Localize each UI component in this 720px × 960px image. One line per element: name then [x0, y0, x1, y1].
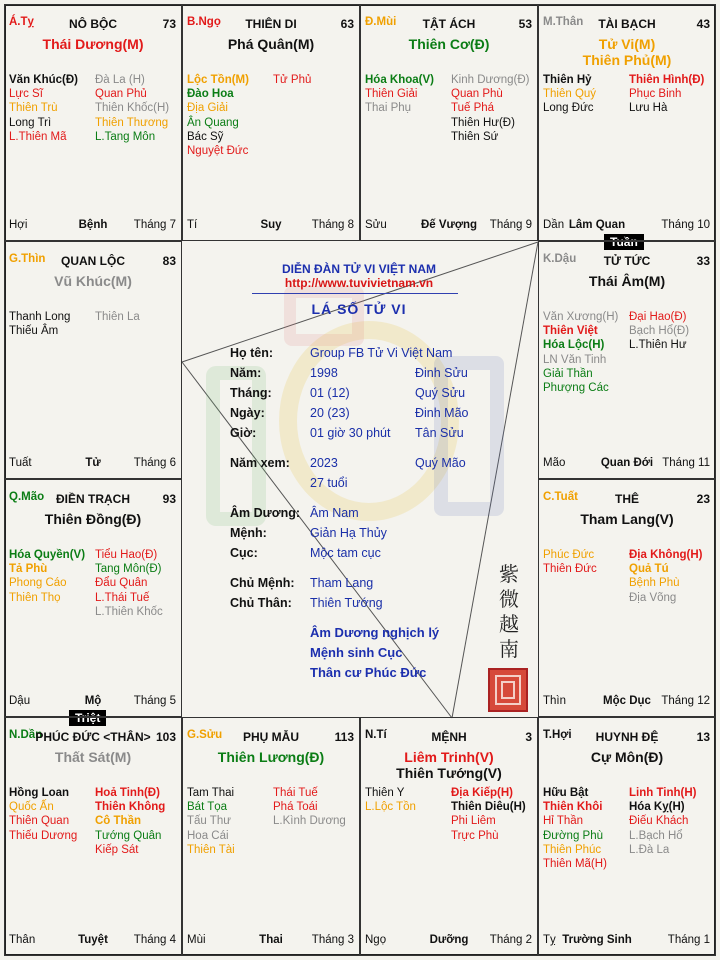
star-right: Địa Võng: [629, 591, 677, 604]
info-extra: Quý Sửu: [415, 386, 466, 400]
phase: Trường Sinh: [562, 934, 632, 946]
info-extra: Đinh Mão: [415, 406, 469, 420]
main-star: Tử Vi(M): [598, 36, 656, 52]
can-chi: T.Hợi: [543, 729, 572, 741]
star-right: Bạch Hổ(Đ): [629, 325, 690, 338]
palace-name: THIÊN DI: [245, 17, 297, 31]
star-left: Giải Thần: [543, 367, 593, 380]
palace-l3[interactable]: [4, 479, 182, 717]
info-label: Chủ Thân:: [230, 596, 292, 610]
star-right: Thiên Thương: [95, 116, 169, 129]
star-left: Tả Phù: [9, 563, 48, 576]
star-left: Thiên Tài: [187, 843, 235, 856]
phase: Quan Đới: [600, 457, 654, 469]
main-star: Phá Quân(M): [227, 36, 315, 52]
star-left: Thiên Thọ: [9, 591, 61, 604]
star-left: Thiếu Âm: [9, 325, 59, 338]
phase: Thai: [259, 934, 283, 946]
palace-age: 103: [155, 730, 176, 744]
info-value: Mộc tam cục: [310, 546, 381, 560]
month: Tháng 4: [133, 934, 176, 946]
star-right: Quan Phù: [451, 88, 503, 101]
phase: Đế Vượng: [420, 219, 478, 231]
note-2: Mệnh sinh Cục: [310, 645, 403, 660]
month: Tháng 6: [133, 457, 176, 469]
palace-name: ĐIỀN TRẠCH: [56, 492, 130, 506]
star-right: Lưu Hà: [629, 102, 668, 115]
star-left: Hồng Loan: [9, 787, 70, 799]
month: Tháng 9: [489, 219, 532, 231]
branch: Tuất: [9, 457, 32, 469]
palace-age: 23: [696, 492, 710, 506]
phase: Mộ: [84, 695, 102, 707]
star-left: Hữu Bật: [543, 787, 589, 799]
star-left: Lực Sĩ: [9, 88, 43, 101]
info-value: 1998: [310, 366, 338, 380]
star-left: Long Đức: [543, 102, 594, 115]
palace-age: 33: [696, 254, 710, 268]
red-seal: [488, 668, 528, 712]
palace-r3[interactable]: [538, 479, 716, 717]
star-right: Đẩu Quân: [95, 577, 148, 590]
main-star: Tham Lang(V): [580, 511, 674, 527]
note-3: Thân cư Phúc Đức: [310, 665, 427, 680]
star-right: Kiếp Sát: [95, 843, 139, 856]
can-chi: M.Thân: [543, 16, 584, 28]
star-right: Trực Phù: [451, 829, 499, 842]
info-value: 2023: [310, 456, 338, 470]
month: Tháng 10: [661, 219, 710, 231]
palace-br[interactable]: [538, 717, 716, 956]
branch: Sửu: [365, 219, 387, 231]
main-star: Cự Môn(Đ): [590, 749, 664, 765]
star-right: Quan Phủ: [95, 88, 147, 101]
star-right: L.Kình Dương: [273, 815, 346, 828]
month: Tháng 8: [311, 219, 354, 231]
palace-name: QUAN LỘC: [61, 254, 125, 268]
month: Tháng 1: [667, 934, 710, 946]
star-right: Tướng Quân: [95, 829, 162, 842]
star-left: Thiên Quý: [543, 88, 597, 101]
info-extra: Đinh Sửu: [415, 366, 468, 380]
star-right: Kinh Dương(Đ): [451, 74, 530, 86]
star-left: Bát Tọa: [187, 801, 228, 814]
palace-b2[interactable]: [182, 717, 360, 956]
palace-age: 3: [525, 730, 532, 744]
month: Tháng 3: [311, 934, 354, 946]
phase: Suy: [260, 219, 282, 231]
star-left: Thiên Phúc: [543, 843, 602, 856]
palace-name: PHỤ MẪU: [243, 730, 299, 744]
star-left: Hóa Lộc(H): [543, 339, 605, 352]
info-label: Âm Dương:: [230, 506, 301, 520]
palace-age: 43: [696, 17, 710, 31]
star-left: LN Văn Tinh: [543, 353, 607, 366]
star-right: L.Thái Tuế: [95, 591, 150, 604]
palace-age: 113: [334, 730, 354, 744]
star-right: L.Thiên Khốc: [95, 605, 163, 618]
star-left: Quốc Ấn: [9, 801, 54, 814]
palace-name: THÊ: [615, 492, 639, 506]
star-right: Đà La (H): [95, 74, 145, 86]
palace-t2[interactable]: [182, 4, 360, 241]
star-right: Điếu Khách: [629, 815, 689, 828]
star-left: Long Trì: [9, 116, 52, 129]
star-left: Hoa Cái: [187, 829, 229, 842]
can-chi: N.Tí: [365, 729, 387, 741]
star-right: Tang Môn(Đ): [95, 563, 162, 576]
star-right: Hoả Tinh(Đ): [95, 787, 160, 799]
palace-name: MỆNH: [431, 730, 467, 744]
star-left: Thiên Việt: [543, 325, 598, 338]
month: Tháng 11: [662, 457, 710, 469]
star-right: Thiên Khốc(H): [95, 102, 170, 115]
star-left: Hóa Khoa(V): [365, 74, 434, 86]
forum-name: DIỄN ĐÀN TỬ VI VIỆT NAM: [282, 262, 436, 276]
palace-name: TỬ TỨC: [603, 254, 651, 268]
chart-title: LÁ SỐ TỬ VI: [311, 301, 407, 317]
phase: Bệnh: [78, 219, 108, 231]
star-left: Lộc Tồn(M): [187, 74, 249, 86]
forum-url[interactable]: http://www.tuvivietnam.vn: [284, 276, 434, 290]
phase: Tuyệt: [78, 934, 108, 946]
info-label: Tháng:: [230, 386, 272, 400]
star-right: Đại Hao(Đ): [629, 311, 687, 323]
palace-t3[interactable]: [360, 4, 538, 241]
star-right: Địa Không(H): [629, 549, 703, 561]
palace-age: 93: [162, 492, 176, 506]
tuan-tag: Tuần: [604, 234, 644, 250]
star-left: Thiên Trù: [9, 102, 58, 115]
star-right: Linh Tinh(H): [629, 787, 697, 799]
star-left: Tam Thai: [187, 787, 235, 799]
star-left: Hỉ Thần: [543, 815, 584, 828]
star-right: Thiên Sứ: [451, 130, 499, 143]
info-label: Mệnh:: [230, 526, 267, 540]
info-label: Giờ:: [230, 426, 257, 440]
star-left: Thiên Hỷ: [543, 74, 592, 86]
star-right: L.Đà La: [629, 843, 670, 856]
palace-name: TÀI BẠCH: [598, 17, 656, 31]
star-left: Thiên Mã(H): [543, 858, 607, 870]
palace-name: NÔ BỘC: [69, 17, 117, 31]
branch: Mùi: [187, 934, 206, 946]
branch: Ngọ: [365, 934, 387, 946]
info-extra: Quý Mão: [415, 456, 466, 470]
star-left: Thiên Khôi: [543, 801, 603, 814]
palace-age: 53: [518, 17, 532, 31]
palace-name: PHÚC ĐỨC <THÂN>: [35, 730, 151, 744]
info-label: Cục:: [230, 546, 258, 560]
palace-name: TẬT ÁCH: [422, 17, 476, 31]
main-star: Thiên Đồng(Đ): [44, 511, 142, 527]
info-value: Group FB Tử Vi Việt Nam: [310, 346, 453, 360]
month: Tháng 2: [489, 934, 532, 946]
palace-tl[interactable]: [4, 4, 182, 241]
star-right: Thiên Diêu(H): [451, 801, 526, 814]
info-value: Thiên Tướng: [310, 596, 383, 610]
can-chi: Q.Mão: [9, 491, 45, 503]
star-right: L.Tang Môn: [95, 130, 156, 143]
vertical-title: [494, 562, 524, 662]
star-left: Văn Xương(H): [543, 311, 619, 323]
star-left: Thiên Đức: [543, 563, 597, 576]
star-right: Thiên La: [95, 311, 140, 323]
star-right: Quả Tú: [629, 563, 669, 576]
star-left: Bác Sỹ: [187, 130, 224, 143]
vertical-char-2: 微: [499, 587, 519, 611]
star-right: Thiên Hư(Đ): [451, 116, 515, 129]
main-star: Thiên Lương(Đ): [217, 749, 325, 765]
main-star: Thất Sát(M): [54, 749, 132, 765]
star-left: L.Thiên Mã: [9, 130, 67, 143]
palace-tr[interactable]: [538, 4, 716, 241]
info-label: Năm:: [230, 366, 262, 380]
info-value: 27 tuổi: [310, 476, 348, 490]
branch: Dậu: [9, 695, 31, 707]
star-left: Phượng Các: [543, 382, 609, 394]
star-left: Thanh Long: [9, 311, 71, 323]
palace-b3[interactable]: [360, 717, 538, 956]
can-chi: G.Sửu: [187, 729, 223, 741]
star-left: Thiếu Dương: [9, 829, 78, 842]
branch: Thân: [9, 934, 36, 946]
phase: Lâm Quan: [568, 219, 626, 231]
center-info-panel: [184, 246, 534, 716]
info-label: Năm xem:: [230, 456, 290, 470]
palace-age: 13: [696, 730, 710, 744]
info-value: Âm Nam: [310, 506, 359, 520]
main-star: Thiên Phủ(M): [582, 52, 672, 68]
month: Tháng 7: [133, 219, 176, 231]
info-label: Chủ Mệnh:: [230, 576, 295, 590]
phase: Dưỡng: [429, 934, 469, 946]
star-left: Phúc Đức: [543, 549, 595, 561]
palace-bl[interactable]: [4, 717, 182, 956]
can-chi: B.Ngọ: [187, 16, 221, 28]
star-right: Phá Toái: [273, 801, 318, 814]
branch: Mão: [543, 457, 566, 469]
star-left: Địa Giải: [187, 102, 228, 115]
branch: Thìn: [543, 695, 567, 707]
main-star: Thái Dương(M): [42, 36, 144, 52]
info-extra: Tân Sửu: [415, 426, 464, 440]
month: Tháng 12: [661, 695, 710, 707]
star-left: Phong Cáo: [9, 577, 67, 590]
star-left: L.Lộc Tồn: [365, 801, 416, 814]
info-label: Họ tên:: [230, 346, 274, 360]
note-1: Âm Dương nghịch lý: [310, 625, 440, 640]
star-left: Hóa Quyền(V): [9, 549, 86, 561]
phase: Mộc Dục: [603, 695, 651, 707]
vertical-char-3: 越: [499, 612, 519, 636]
can-chi: N.Dần: [9, 729, 43, 741]
star-right: Bệnh Phù: [629, 577, 680, 590]
palace-age: 63: [340, 17, 354, 31]
star-left: Thiên Giải: [365, 88, 418, 101]
palace-name: HUYNH ĐỆ: [595, 730, 659, 744]
star-right: Thiên Hình(Đ): [629, 74, 705, 86]
main-star: Liêm Trinh(V): [404, 749, 494, 765]
can-chi: C.Tuất: [543, 491, 578, 503]
palace-age: 83: [162, 254, 176, 268]
star-left: Thiên Quan: [9, 815, 70, 828]
info-value: Tham Lang: [310, 576, 374, 590]
star-right: Tiểu Hao(Đ): [95, 549, 158, 561]
star-left: Đào Hoa: [187, 88, 234, 101]
star-right: Cô Thần: [95, 815, 141, 828]
star-left: Nguyệt Đức: [187, 145, 249, 157]
divider: [252, 293, 458, 294]
info-value: 01 giờ 30 phút: [310, 426, 391, 440]
can-chi: G.Thìn: [9, 253, 46, 265]
star-right: Tuế Phá: [451, 102, 495, 115]
star-left: Văn Khúc(Đ): [9, 74, 78, 86]
main-star: Thiên Tướng(V): [396, 765, 502, 781]
vertical-char-4: 南: [499, 637, 519, 661]
star-left: Thai Phụ: [365, 102, 412, 115]
star-left: Thiên Y: [365, 787, 405, 799]
branch: Hợi: [9, 219, 28, 231]
star-left: Ân Quang: [187, 116, 239, 129]
star-right: Phi Liêm: [451, 815, 496, 828]
branch: Dần: [543, 219, 565, 231]
star-left: Đường Phù: [543, 829, 603, 842]
palace-r2[interactable]: [538, 241, 716, 479]
star-right: Địa Kiếp(H): [451, 787, 513, 799]
star-right: Thái Tuế: [273, 787, 318, 799]
star-right: L.Bạch Hổ: [629, 829, 683, 842]
main-star: Thiên Cơ(Đ): [408, 36, 490, 52]
can-chi: Á.Tỵ: [9, 16, 34, 28]
star-left: Tấu Thư: [187, 815, 231, 828]
phase: Tử: [85, 457, 101, 469]
branch: Tí: [187, 219, 198, 231]
month: Tháng 5: [133, 695, 176, 707]
palace-age: 73: [162, 17, 176, 31]
star-right: Tử Phủ: [273, 74, 312, 86]
main-star: Vũ Khúc(M): [54, 273, 132, 289]
palace-l2[interactable]: [4, 241, 182, 479]
can-chi: Đ.Mùi: [365, 16, 397, 28]
branch: Tỵ: [543, 934, 556, 946]
vertical-char-1: 紫: [499, 562, 519, 586]
star-right: L.Thiên Hư: [629, 339, 687, 352]
star-right: Hóa Kỵ(H): [629, 801, 685, 814]
info-value: 01 (12): [310, 386, 350, 400]
star-right: Thiên Không: [95, 801, 166, 814]
info-value: Giản Hạ Thủy: [310, 526, 387, 540]
main-star: Thái Âm(M): [588, 273, 666, 289]
info-value: 20 (23): [310, 406, 350, 420]
can-chi: K.Dậu: [543, 253, 577, 265]
star-right: Phục Binh: [629, 88, 682, 101]
triet-tag: Triệt: [69, 710, 106, 726]
info-label: Ngày:: [230, 406, 265, 420]
